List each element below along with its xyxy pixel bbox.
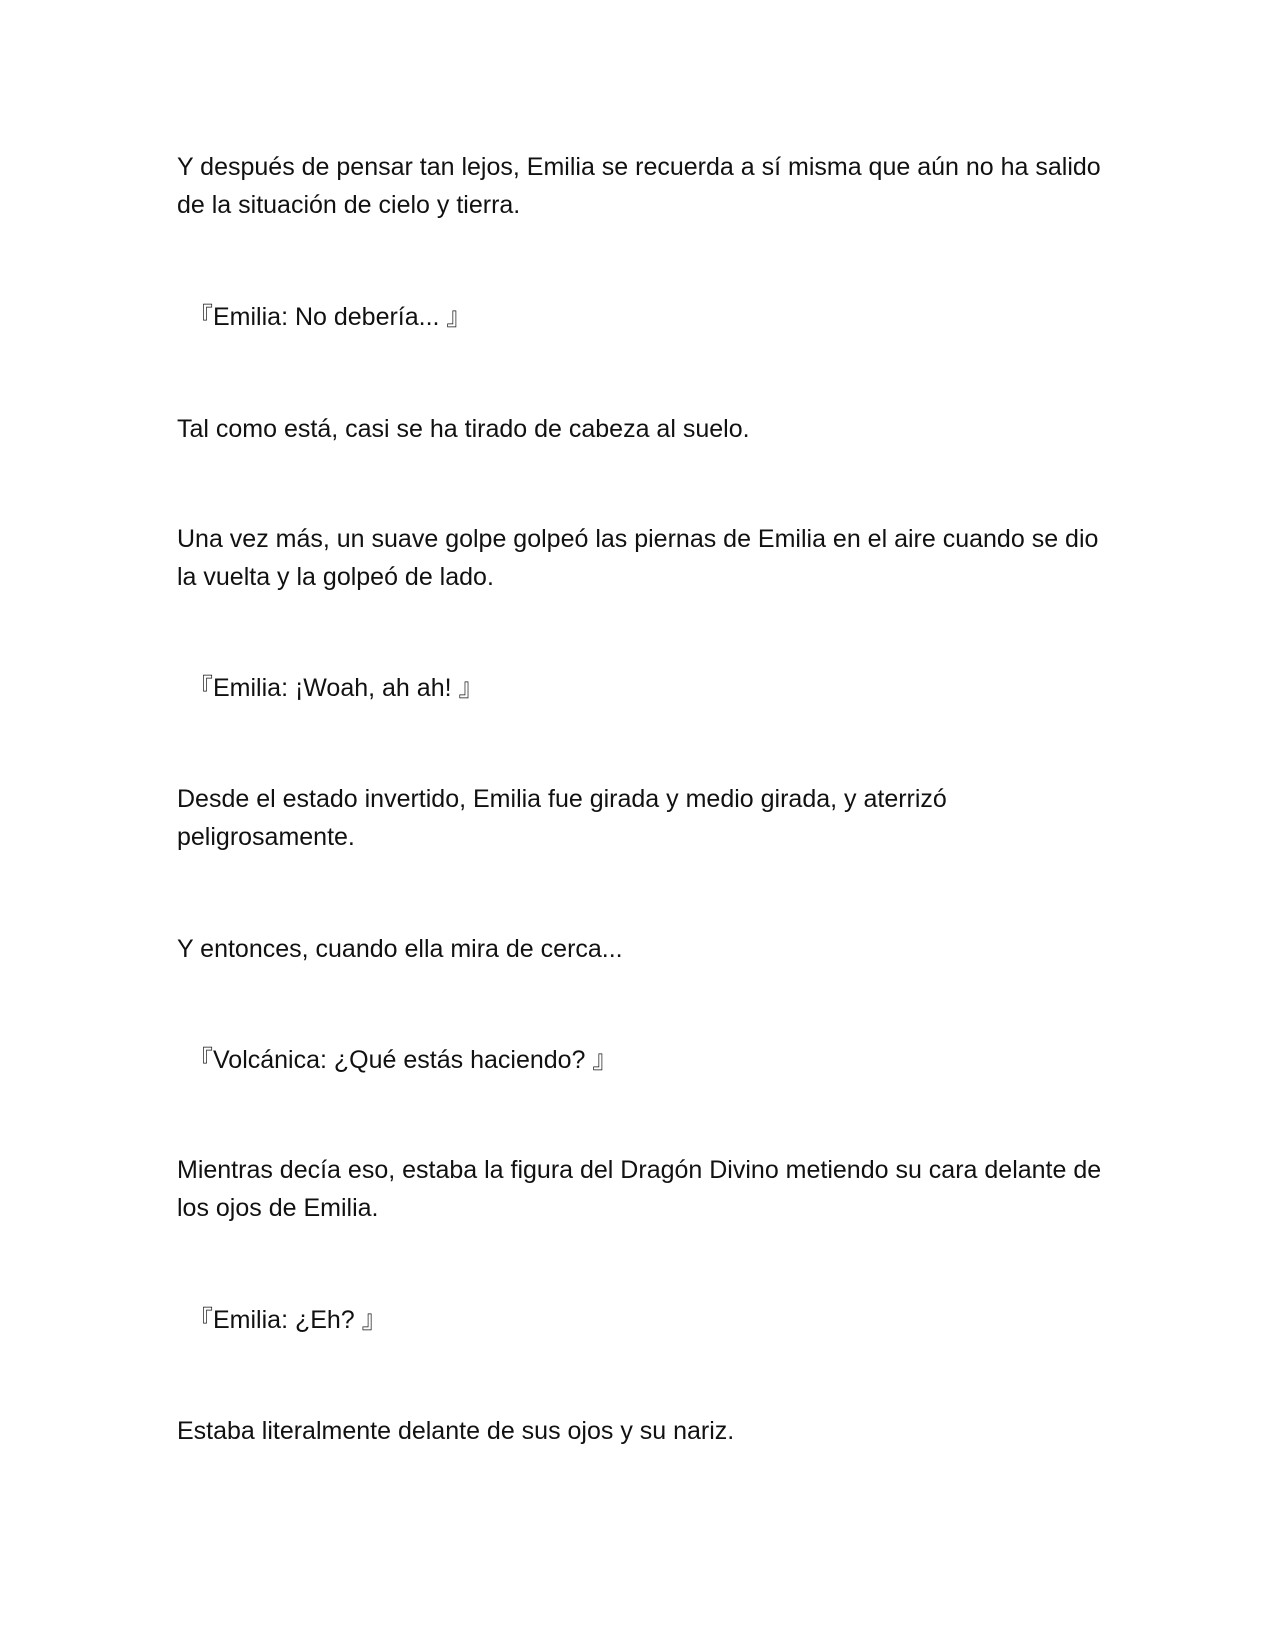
paragraph-dialogue: 『Emilia: ¡Woah, ah ah! 』	[188, 674, 484, 702]
paragraph-narration: Mientras decía eso, estaba la figura del Dragón Divino metiendo su cara delante de los ojos de Emilia.	[177, 1156, 1102, 1222]
paragraph-dialogue: 『Emilia: ¿Eh? 』	[188, 1306, 387, 1334]
paragraph-dialogue: 『Volcánica: ¿Qué estás haciendo? 』	[188, 1046, 618, 1074]
paragraph-narration: Desde el estado invertido, Emilia fue girada y medio girada, y aterrizó peligrosamente.	[177, 785, 947, 851]
paragraph-dialogue: 『Emilia: No debería... 』	[188, 303, 472, 331]
paragraph-narration: Una vez más, un suave golpe golpeó las piernas de Emilia en el aire cuando se dio la vuelta y la golpeó de lado.	[177, 525, 1099, 591]
paragraph-narration: Estaba literalmente delante de sus ojos y su nariz.	[177, 1417, 735, 1445]
paragraph-narration: Tal como está, casi se ha tirado de cabeza al suelo.	[177, 415, 750, 443]
paragraph-narration: Y después de pensar tan lejos, Emilia se recuerda a sí misma que aún no ha salido de la situación de cielo y tierra.	[177, 153, 1101, 219]
paragraph-narration: Y entonces, cuando ella mira de cerca...	[177, 935, 623, 963]
